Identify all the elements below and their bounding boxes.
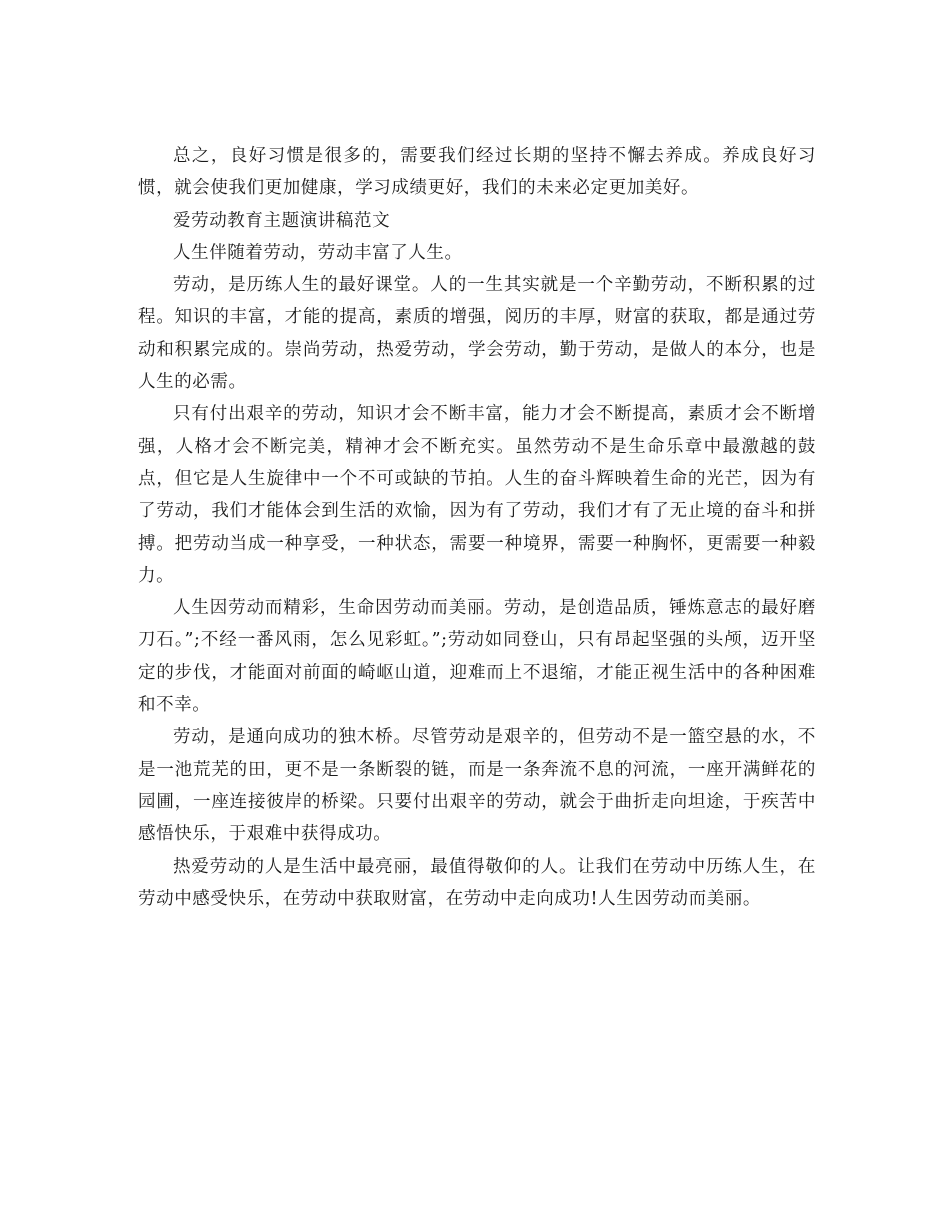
- paragraph-4: 人生因劳动而精彩，生命因劳动而美丽。劳动，是创造品质，锤炼意志的最好磨刀石。”;不经一番风雨，怎么见彩虹。”;劳动如同登山，只有昂起坚强的头颅，迈开坚定的步伐，才能面对前面的崎岖山道，迎难而上不退缩，才能正视生活中的各种困难和不幸。: [138, 598, 816, 716]
- paragraph-6: 热爱劳动的人是生活中最亮丽，最值得敬仰的人。让我们在劳动中历练人生，在劳动中感受快乐，在劳动中获取财富，在劳动中走向成功!人生因劳动而美丽。: [138, 856, 816, 909]
- intro-paragraph: 总之，良好习惯是很多的，需要我们经过长期的坚持不懈去养成。养成良好习惯，就会使我们更加健康，学习成绩更好，我们的未来必定更加美好。: [138, 146, 816, 199]
- paragraph-5: 劳动，是通向成功的独木桥。尽管劳动是艰辛的，但劳动不是一篮空悬的水，不是一池荒芜的田，更不是一条断裂的链，而是一条奔流不息的河流，一座开满鲜花的园圃，一座连接彼岸的桥梁。只要付出艰辛的劳动，就会于曲折走向坦途，于疾苦中感悟快乐，于艰难中获得成功。: [138, 727, 816, 845]
- paragraph-3: 只有付出艰辛的劳动，知识才会不断丰富，能力才会不断提高，素质才会不断增强，人格才会不断完美，精神才会不断充实。虽然劳动不是生命乐章中最激越的鼓点，但它是人生旋律中一个不可或缺的节拍。人生的奋斗辉映着生命的光芒，因为有了劳动，我们才能体会到生活的欢愉，因为有了劳动，我们才有了无止境的奋斗和拼搏。把劳动当成一种享受，一种状态，需要一种境界，需要一种胸怀，更需要一种毅力。: [138, 404, 816, 586]
- paragraph-1: 人生伴随着劳动，劳动丰富了人生。: [173, 242, 463, 263]
- paragraph-2: 劳动，是历练人生的最好课堂。人的一生其实就是一个辛勤劳动，不断积累的过程。知识的丰富，才能的提高，素质的增强，阅历的丰厚，财富的获取，都是通过劳动和积累完成的。崇尚劳动，热爱劳动，学会劳动，勤于劳动，是做人的本分，也是人生的必需。: [138, 275, 816, 393]
- section-title: 爱劳动教育主题演讲稿范文: [173, 210, 391, 231]
- document-page: [138, 140, 816, 915]
